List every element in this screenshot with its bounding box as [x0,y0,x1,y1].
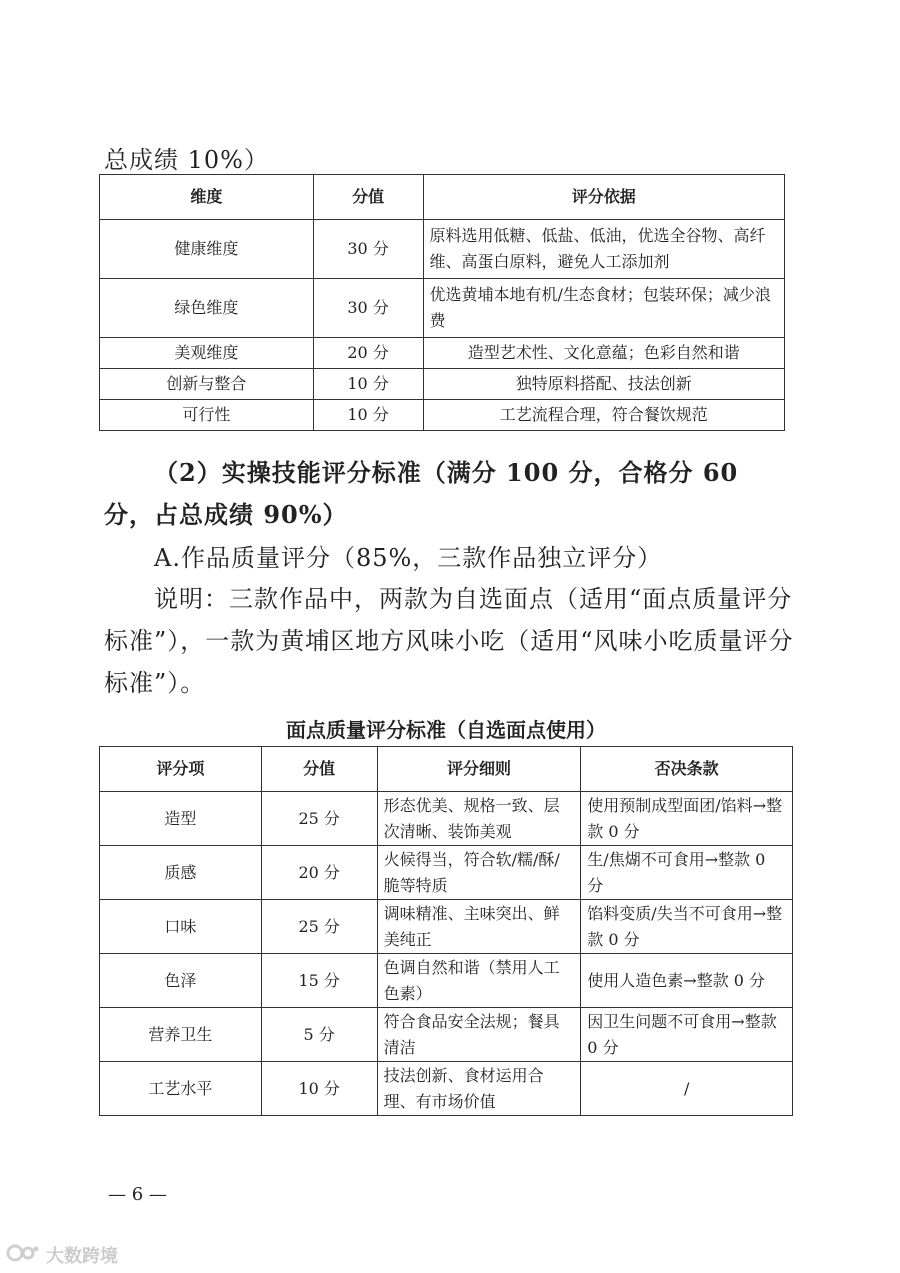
table1-cell-dimension: 美观维度 [100,338,314,369]
table2-header-item: 评分项 [100,747,262,792]
watermark [6,1242,118,1268]
table2-header-score: 分值 [261,747,377,792]
table2-cell-score: 25 分 [261,900,377,954]
table1-cell-score: 30 分 [313,220,423,279]
section-2-heading: （2）实操技能评分标准（满分 100 分，合格分 60 分，占总成绩 90%） [104,458,739,529]
table2-cell-item: 色泽 [100,954,262,1008]
table1-cell-score: 30 分 [313,279,423,338]
evaluation-dimension-table [99,174,785,431]
table2-cell-rules: 色调自然和谐（禁用人工色素） [377,954,581,1008]
table2-cell-veto: 馅料变质/失当不可食用→整款 0 分 [581,900,793,954]
table1-cell-dimension: 绿色维度 [100,279,314,338]
table1-cell-score: 10 分 [313,400,423,431]
table2-cell-veto: 使用人造色素→整款 0 分 [581,954,793,1008]
table2-cell-rules: 火候得当，符合软/糯/酥/脆等特质 [377,846,581,900]
table-row [100,220,785,279]
table1-header-score: 分值 [313,175,423,220]
table2-cell-veto: 生/焦煳不可食用→整款 0 分 [581,846,793,900]
table2-cell-item: 造型 [100,792,262,846]
table2-cell-item: 营养卫生 [100,1008,262,1062]
table2-cell-item: 工艺水平 [100,1062,262,1116]
table2-cell-item: 质感 [100,846,262,900]
table1-cell-dimension: 可行性 [100,400,314,431]
table1-cell-basis: 造型艺术性、文化意蕴；色彩自然和谐 [423,338,784,369]
table2-cell-rules: 技法创新、食材运用合理、有市场价值 [377,1062,581,1116]
table-row [100,369,785,400]
table2-caption: 面点质量评分标准（自选面点使用） [286,718,606,742]
section-a-heading: A.作品质量评分（85%，三款作品独立评分） [154,544,663,572]
table2-header-rules: 评分细则 [377,747,581,792]
table1-cell-score: 10 分 [313,369,423,400]
table2-cell-score: 5 分 [261,1008,377,1062]
table2-cell-rules: 调味精准、主味突出、鲜美纯正 [377,900,581,954]
table-row [100,846,793,900]
table2-cell-veto: / [581,1062,793,1116]
table1-cell-basis: 独特原料搭配、技法创新 [423,369,784,400]
table2-cell-item: 口味 [100,900,262,954]
table1-cell-basis: 原料选用低糖、低盐、低油，优选全谷物、高纤维、高蛋白原料，避免人工添加剂 [423,220,784,279]
table2-cell-rules: 形态优美、规格一致、层次清晰、装饰美观 [377,792,581,846]
table2-cell-score: 20 分 [261,846,377,900]
table2-cell-veto: 使用预制成型面团/馅料→整款 0 分 [581,792,793,846]
table1-header-basis: 评分依据 [423,175,784,220]
table-row [100,1008,793,1062]
table-row [100,954,793,1008]
explanation-paragraph: 说明：三款作品中，两款为自选面点（适用“面点质量评分标准”），一款为黄埔区地方风味小吃（适用“风味小吃质量评分标准”）。 [104,585,794,697]
table-row [100,400,785,431]
table1-cell-basis: 工艺流程合理，符合餐饮规范 [423,400,784,431]
table2-cell-score: 10 分 [261,1062,377,1116]
table-row [100,279,785,338]
pastry-quality-table [99,746,793,1116]
watermark-text: 大数跨境 [46,1246,118,1267]
table-row [100,338,785,369]
table1-cell-basis: 优选黄埔本地有机/生态食材；包装环保；减少浪费 [423,279,784,338]
table1-cell-dimension: 健康维度 [100,220,314,279]
intro-tail-text: 总成绩 10%） [104,146,269,174]
table-row [100,1062,793,1116]
table1-header-dimension: 维度 [100,175,314,220]
watermark-logo-icon [6,1243,40,1267]
table2-cell-veto: 因卫生问题不可食用→整款 0 分 [581,1008,793,1062]
table2-cell-score: 15 分 [261,954,377,1008]
table-row [100,792,793,846]
table2-cell-score: 25 分 [261,792,377,846]
table2-cell-rules: 符合食品安全法规；餐具清洁 [377,1008,581,1062]
page-number: — 6 — [108,1184,167,1205]
table2-header-veto: 否决条款 [581,747,793,792]
table1-cell-dimension: 创新与整合 [100,369,314,400]
table1-cell-score: 20 分 [313,338,423,369]
table-row [100,900,793,954]
